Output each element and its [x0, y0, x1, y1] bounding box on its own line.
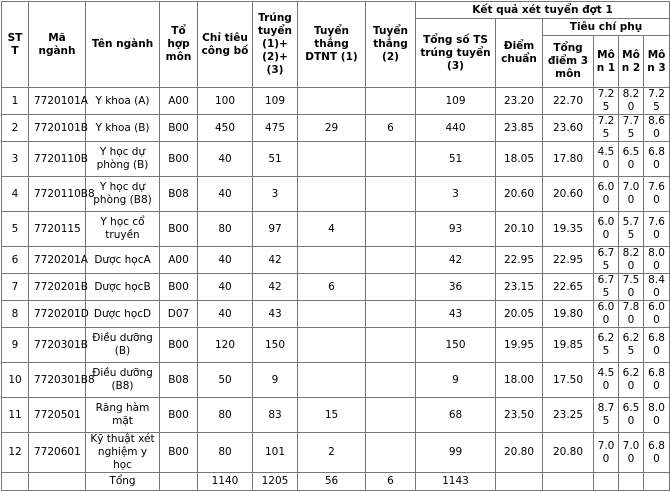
cell-to-hop: B00	[160, 142, 198, 177]
cell-tuyen-thang-dtnt	[298, 301, 366, 328]
cell-stt: 6	[2, 247, 29, 274]
cell-to-hop: B00	[160, 212, 198, 247]
cell-stt: 2	[2, 115, 29, 142]
cell-tong-diem: 22.65	[543, 274, 594, 301]
cell-tong-so-ts: 440	[416, 115, 496, 142]
cell-trung-tuyen: 475	[253, 115, 298, 142]
cell-mon-2: 7.80	[619, 301, 644, 328]
cell-tong-diem: 22.70	[543, 88, 594, 115]
cell-diem-chuan: 23.85	[496, 115, 543, 142]
cell-to-hop: B00	[160, 115, 198, 142]
cell-mon-2: 7.00	[619, 433, 644, 473]
admission-results-table	[1, 1, 670, 491]
total-trungtuyen: 1205	[253, 473, 298, 491]
cell-stt: 3	[2, 142, 29, 177]
cell-chi-tieu: 80	[198, 212, 253, 247]
cell-trung-tuyen: 97	[253, 212, 298, 247]
header-tuyen-thang-dtnt: Tuyển thẳng DTNT (1)	[298, 2, 366, 88]
table-row	[2, 115, 670, 142]
header-mon-2: Môn 2	[619, 36, 644, 88]
cell-mon-3: 6.80	[644, 433, 670, 473]
cell-stt: 1	[2, 88, 29, 115]
header-ma-nganh: Mã ngành	[29, 2, 86, 88]
cell-ma-nganh: 7720201D	[29, 301, 86, 328]
cell-diem-chuan: 23.50	[496, 398, 543, 433]
cell-tuyen-thang	[366, 247, 416, 274]
header-mon-1: Môn 1	[594, 36, 619, 88]
cell-mon-2: 6.50	[619, 398, 644, 433]
total-tongts: 1143	[416, 473, 496, 491]
cell-tong-diem: 19.85	[543, 328, 594, 363]
total-tohop	[160, 473, 198, 491]
cell-ten-nganh: Dược họcB	[86, 274, 160, 301]
cell-to-hop: A00	[160, 247, 198, 274]
cell-tuyen-thang	[366, 142, 416, 177]
cell-tong-so-ts: 99	[416, 433, 496, 473]
cell-mon-2: 6.20	[619, 363, 644, 398]
total-tongdiem	[543, 473, 594, 491]
cell-trung-tuyen: 42	[253, 274, 298, 301]
table-row	[2, 433, 670, 473]
cell-ma-nganh: 7720115	[29, 212, 86, 247]
cell-tong-so-ts: 93	[416, 212, 496, 247]
cell-stt: 8	[2, 301, 29, 328]
cell-mon-1: 7.00	[594, 433, 619, 473]
cell-to-hop: D07	[160, 301, 198, 328]
total-tt: 6	[366, 473, 416, 491]
cell-mon-3: 6.80	[644, 328, 670, 363]
cell-to-hop: B08	[160, 177, 198, 212]
cell-tong-so-ts: 3	[416, 177, 496, 212]
total-chitieu: 1140	[198, 473, 253, 491]
header-ket-qua: Kết quả xét tuyển đợt 1	[416, 2, 670, 19]
cell-ma-nganh: 7720601	[29, 433, 86, 473]
total-m3	[644, 473, 670, 491]
total-label: Tổng	[86, 473, 160, 491]
cell-tuyen-thang	[366, 328, 416, 363]
cell-tuyen-thang-dtnt	[298, 88, 366, 115]
cell-ten-nganh: Điều dưỡng (B)	[86, 328, 160, 363]
table-row	[2, 328, 670, 363]
cell-tong-diem: 20.60	[543, 177, 594, 212]
cell-diem-chuan: 20.05	[496, 301, 543, 328]
cell-ma-nganh: 7720101A	[29, 88, 86, 115]
cell-diem-chuan: 19.95	[496, 328, 543, 363]
cell-tong-so-ts: 9	[416, 363, 496, 398]
cell-ma-nganh: 7720201B	[29, 274, 86, 301]
cell-chi-tieu: 40	[198, 177, 253, 212]
cell-diem-chuan: 20.60	[496, 177, 543, 212]
cell-mon-1: 4.50	[594, 363, 619, 398]
cell-stt: 9	[2, 328, 29, 363]
cell-stt: 7	[2, 274, 29, 301]
cell-ten-nganh: Dược họcA	[86, 247, 160, 274]
cell-chi-tieu: 120	[198, 328, 253, 363]
cell-mon-1: 6.75	[594, 274, 619, 301]
cell-trung-tuyen: 43	[253, 301, 298, 328]
cell-trung-tuyen: 9	[253, 363, 298, 398]
cell-mon-3: 8.00	[644, 247, 670, 274]
total-m2	[619, 473, 644, 491]
cell-ma-nganh: 7720501	[29, 398, 86, 433]
cell-trung-tuyen: 150	[253, 328, 298, 363]
cell-trung-tuyen: 51	[253, 142, 298, 177]
cell-tong-so-ts: 109	[416, 88, 496, 115]
table-row	[2, 212, 670, 247]
cell-tuyen-thang-dtnt: 2	[298, 433, 366, 473]
cell-tong-so-ts: 43	[416, 301, 496, 328]
cell-ten-nganh: Y học dự phòng (B)	[86, 142, 160, 177]
cell-diem-chuan: 18.00	[496, 363, 543, 398]
cell-tuyen-thang	[366, 212, 416, 247]
cell-tong-so-ts: 150	[416, 328, 496, 363]
cell-diem-chuan: 23.20	[496, 88, 543, 115]
header-tieu-chi-phu: Tiêu chí phụ	[543, 19, 670, 36]
cell-tong-diem: 19.80	[543, 301, 594, 328]
cell-chi-tieu: 80	[198, 433, 253, 473]
table-row	[2, 398, 670, 433]
cell-mon-1: 6.00	[594, 301, 619, 328]
cell-tong-so-ts: 51	[416, 142, 496, 177]
cell-tuyen-thang	[366, 177, 416, 212]
cell-stt: 12	[2, 433, 29, 473]
cell-mon-3: 6.80	[644, 363, 670, 398]
cell-trung-tuyen: 83	[253, 398, 298, 433]
total-diemchuan	[496, 473, 543, 491]
header-mon-3: Môn 3	[644, 36, 670, 88]
cell-ten-nganh: Kỹ thuật xét nghiệm y học	[86, 433, 160, 473]
cell-tong-diem: 23.60	[543, 115, 594, 142]
cell-chi-tieu: 80	[198, 398, 253, 433]
total-ma	[29, 473, 86, 491]
cell-mon-3: 7.60	[644, 212, 670, 247]
cell-tuyen-thang	[366, 433, 416, 473]
header-trung-tuyen: Trúng tuyển (1)+(2)+(3)	[253, 2, 298, 88]
cell-mon-2: 7.75	[619, 115, 644, 142]
cell-tuyen-thang-dtnt	[298, 363, 366, 398]
cell-tuyen-thang	[366, 398, 416, 433]
cell-tuyen-thang-dtnt: 29	[298, 115, 366, 142]
cell-mon-1: 8.75	[594, 398, 619, 433]
cell-mon-2: 6.25	[619, 328, 644, 363]
cell-ten-nganh: Dược họcD	[86, 301, 160, 328]
table-row	[2, 177, 670, 212]
cell-ma-nganh: 7720110B8	[29, 177, 86, 212]
cell-chi-tieu: 450	[198, 115, 253, 142]
cell-diem-chuan: 20.80	[496, 433, 543, 473]
cell-ten-nganh: Y học dự phòng (B8)	[86, 177, 160, 212]
cell-tuyen-thang-dtnt	[298, 142, 366, 177]
cell-mon-1: 6.75	[594, 247, 619, 274]
cell-tuyen-thang	[366, 301, 416, 328]
header-stt: STT	[2, 2, 29, 88]
cell-tong-diem: 17.80	[543, 142, 594, 177]
cell-mon-1: 6.00	[594, 177, 619, 212]
cell-tong-diem: 23.25	[543, 398, 594, 433]
header-tong-so-ts: Tổng số TS trúng tuyển (3)	[416, 19, 496, 88]
cell-mon-2: 6.50	[619, 142, 644, 177]
cell-tuyen-thang-dtnt	[298, 247, 366, 274]
cell-stt: 5	[2, 212, 29, 247]
cell-diem-chuan: 20.10	[496, 212, 543, 247]
cell-tuyen-thang	[366, 88, 416, 115]
cell-chi-tieu: 40	[198, 274, 253, 301]
cell-trung-tuyen: 3	[253, 177, 298, 212]
cell-mon-1: 6.25	[594, 328, 619, 363]
cell-mon-1: 6.00	[594, 212, 619, 247]
cell-diem-chuan: 22.95	[496, 247, 543, 274]
cell-diem-chuan: 18.05	[496, 142, 543, 177]
cell-chi-tieu: 50	[198, 363, 253, 398]
cell-mon-2: 7.50	[619, 274, 644, 301]
cell-chi-tieu: 40	[198, 301, 253, 328]
cell-ma-nganh: 7720201A	[29, 247, 86, 274]
cell-stt: 4	[2, 177, 29, 212]
cell-mon-3: 8.40	[644, 274, 670, 301]
header-tuyen-thang: Tuyển thẳng (2)	[366, 2, 416, 88]
cell-ma-nganh: 7720301B	[29, 328, 86, 363]
cell-mon-2: 7.00	[619, 177, 644, 212]
table-row	[2, 274, 670, 301]
header-diem-chuan: Điểm chuẩn	[496, 19, 543, 88]
cell-tuyen-thang	[366, 274, 416, 301]
cell-ten-nganh: Y khoa (A)	[86, 88, 160, 115]
cell-to-hop: A00	[160, 88, 198, 115]
table-body	[2, 88, 670, 473]
cell-diem-chuan: 23.15	[496, 274, 543, 301]
cell-stt: 10	[2, 363, 29, 398]
cell-tuyen-thang: 6	[366, 115, 416, 142]
cell-mon-1: 7.25	[594, 115, 619, 142]
cell-tong-so-ts: 36	[416, 274, 496, 301]
cell-tuyen-thang-dtnt	[298, 328, 366, 363]
cell-chi-tieu: 100	[198, 88, 253, 115]
cell-chi-tieu: 40	[198, 247, 253, 274]
cell-mon-3: 6.80	[644, 142, 670, 177]
cell-tong-so-ts: 68	[416, 398, 496, 433]
table-row	[2, 88, 670, 115]
cell-to-hop: B08	[160, 363, 198, 398]
cell-to-hop: B00	[160, 274, 198, 301]
cell-mon-3: 8.00	[644, 398, 670, 433]
cell-tuyen-thang-dtnt: 6	[298, 274, 366, 301]
table-row	[2, 142, 670, 177]
cell-to-hop: B00	[160, 398, 198, 433]
cell-stt: 11	[2, 398, 29, 433]
cell-tuyen-thang-dtnt: 4	[298, 212, 366, 247]
cell-mon-1: 4.50	[594, 142, 619, 177]
cell-mon-2: 8.20	[619, 88, 644, 115]
cell-trung-tuyen: 42	[253, 247, 298, 274]
total-dtnt: 56	[298, 473, 366, 491]
header-tong-diem-3-mon: Tổng điểm 3 môn	[543, 36, 594, 88]
table-row	[2, 247, 670, 274]
cell-mon-1: 7.25	[594, 88, 619, 115]
cell-trung-tuyen: 109	[253, 88, 298, 115]
cell-mon-2: 8.20	[619, 247, 644, 274]
cell-ma-nganh: 7720110B	[29, 142, 86, 177]
cell-tong-diem: 19.35	[543, 212, 594, 247]
table-row	[2, 363, 670, 398]
cell-tong-so-ts: 42	[416, 247, 496, 274]
cell-tuyen-thang-dtnt	[298, 177, 366, 212]
cell-ten-nganh: Y học cổ truyền	[86, 212, 160, 247]
cell-tong-diem: 20.80	[543, 433, 594, 473]
total-row	[2, 473, 670, 491]
total-stt	[2, 473, 29, 491]
total-m1	[594, 473, 619, 491]
cell-ma-nganh: 7720101B	[29, 115, 86, 142]
header-ten-nganh: Tên ngành	[86, 2, 160, 88]
cell-chi-tieu: 40	[198, 142, 253, 177]
cell-to-hop: B00	[160, 328, 198, 363]
header-to-hop-mon: Tổ hợp môn	[160, 2, 198, 88]
admission-results-table-container	[1, 1, 666, 487]
table-row	[2, 301, 670, 328]
cell-ten-nganh: Điều dưỡng (B8)	[86, 363, 160, 398]
cell-tuyen-thang	[366, 363, 416, 398]
cell-tong-diem: 22.95	[543, 247, 594, 274]
cell-ten-nganh: Y khoa (B)	[86, 115, 160, 142]
cell-mon-2: 5.75	[619, 212, 644, 247]
cell-ten-nganh: Răng hàm mặt	[86, 398, 160, 433]
cell-trung-tuyen: 101	[253, 433, 298, 473]
cell-mon-3: 8.60	[644, 115, 670, 142]
cell-mon-3: 7.60	[644, 177, 670, 212]
header-chi-tieu: Chỉ tiêu công bố	[198, 2, 253, 88]
cell-mon-3: 6.00	[644, 301, 670, 328]
cell-tuyen-thang-dtnt: 15	[298, 398, 366, 433]
cell-tong-diem: 17.50	[543, 363, 594, 398]
cell-mon-3: 7.25	[644, 88, 670, 115]
cell-to-hop: B00	[160, 433, 198, 473]
cell-ma-nganh: 7720301B8	[29, 363, 86, 398]
